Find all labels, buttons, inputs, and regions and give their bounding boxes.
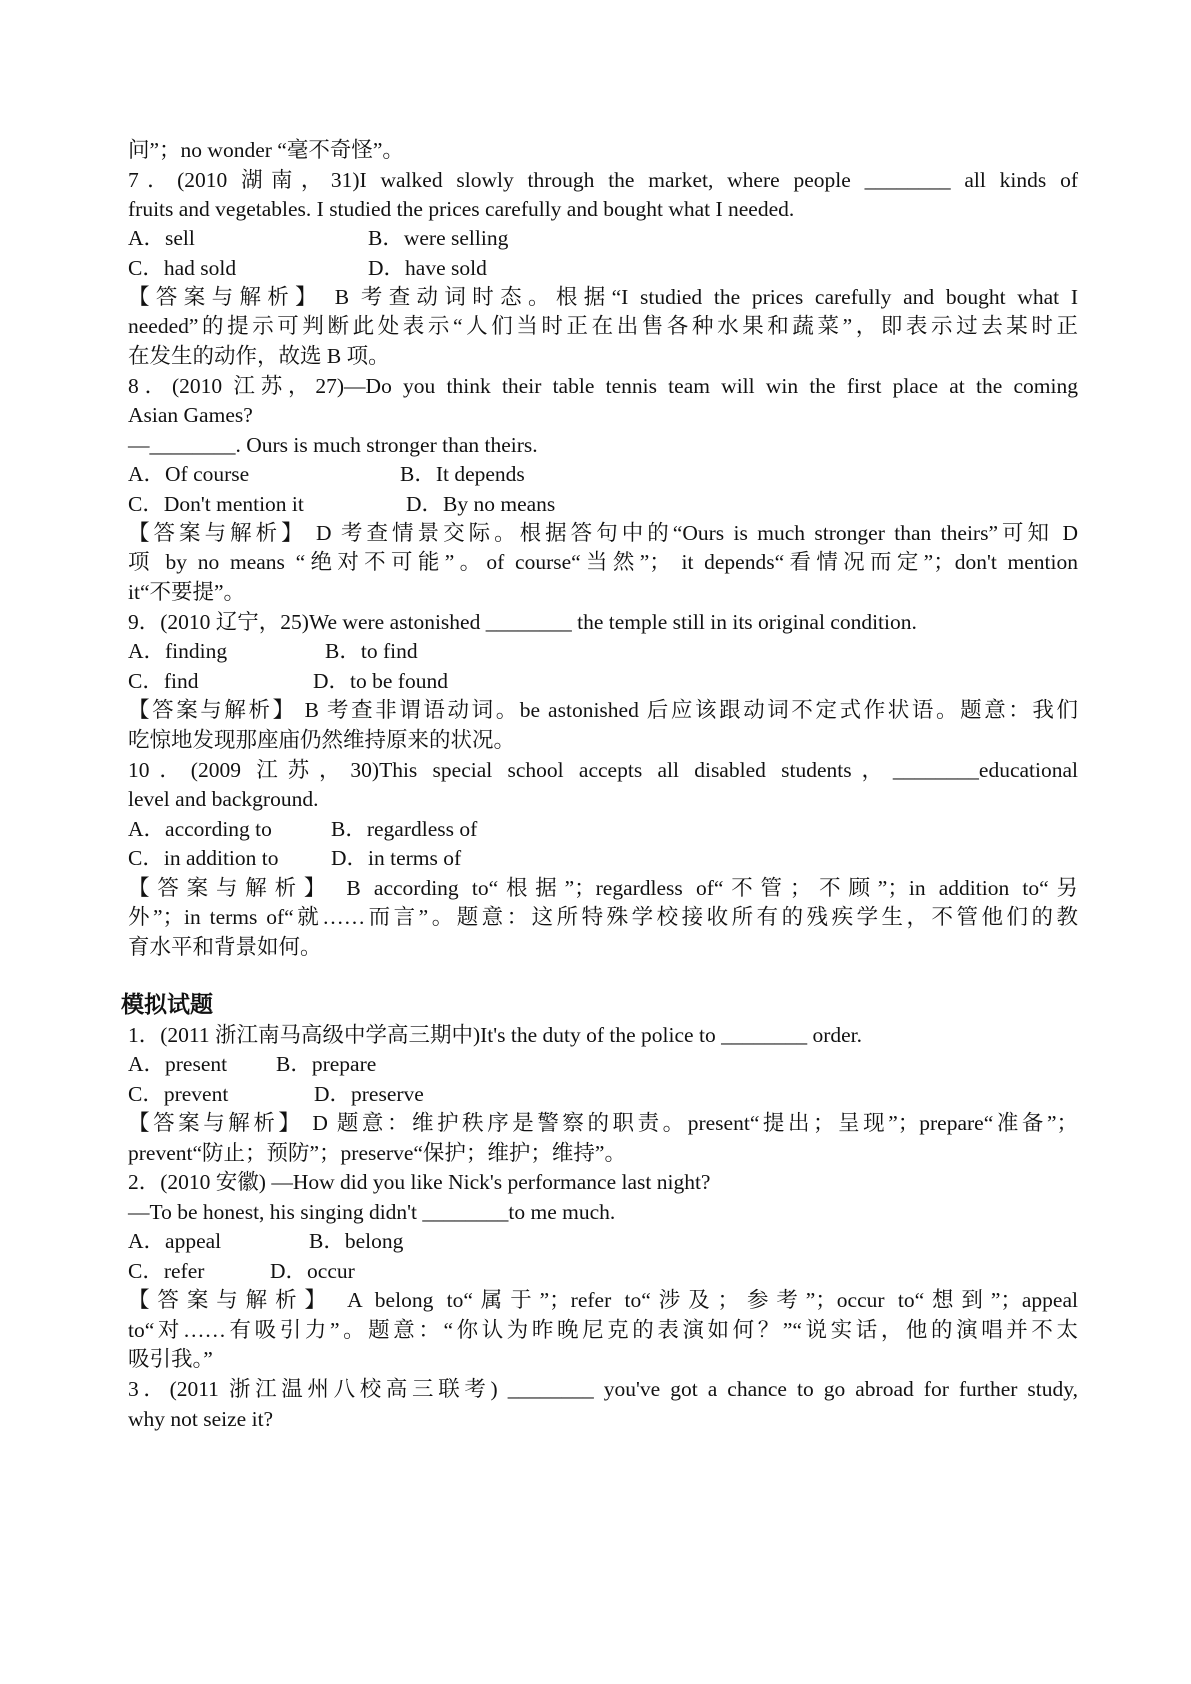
q8-answer-line-2: 项 by no means “绝对不可能”。of course“当然”； it depends“看情况而定”；don't mention [128, 550, 1078, 574]
q9-stem-line-1: 9．(2010 辽宁，25)We were astonished ________ the temple still in its original condition. [128, 610, 917, 634]
q10-stem-line-2: level and background. [128, 787, 319, 811]
q8-option-d: D．By no means [406, 492, 556, 516]
m2-option-a: A．appeal [128, 1229, 222, 1253]
m2-option-c: C．refer [128, 1259, 205, 1283]
q10-option-c: C．in addition to [128, 846, 279, 870]
q9-answer-line-1: 【答案与解析】 B 考查非谓语动词。be astonished 后应该跟动词不定式作状语。题意：我们 [128, 698, 1078, 722]
q9-answer-line-2: 吃惊地发现那座庙仍然维持原来的状况。 [128, 728, 516, 752]
q7-answer-line-1: 【答案与解析】 B 考查动词时态。根据“I studied the prices carefully and bought what I [128, 285, 1078, 309]
m1-answer-line-1: 【答案与解析】 D 题意：维护秩序是警察的职责。present“提出；呈现”；prepare“准备”； [128, 1111, 1078, 1135]
q8-option-b: B．It depends [400, 462, 525, 486]
q10-option-a: A．according to [128, 817, 272, 841]
m2-option-b: B．belong [309, 1229, 404, 1253]
q7-option-d: D．have sold [368, 256, 487, 280]
m2-option-d: D．occur [270, 1259, 355, 1283]
m1-option-d: D．preserve [314, 1082, 424, 1106]
continuation-line: 问”；no wonder “毫不奇怪”。 [128, 138, 404, 162]
q10-answer-line-1: 【答案与解析】 B according to“根据”；regardless of“不管；不顾”；in addition to“另 [128, 876, 1078, 900]
q9-option-a: A．finding [128, 639, 228, 663]
q8-answer-line-1: 【答案与解析】 D 考查情景交际。根据答句中的“Ours is much stronger than theirs”可知 D [128, 521, 1078, 545]
q7-stem-line-1: 7．(2010 湖南，31)I walked slowly through the market, where people ________ all kinds of [128, 168, 1078, 192]
m1-stem-line-1: 1．(2011 浙江南马高级中学高三期中)It's the duty of the police to ________ order. [128, 1023, 862, 1047]
q10-answer-line-3: 育水平和背景如何。 [128, 935, 322, 959]
q9-option-c: C．find [128, 669, 199, 693]
q8-answer-line-3: it“不要提”。 [128, 580, 246, 604]
q9-option-b: B．to find [325, 639, 418, 663]
m2-stem-line-2: —To be honest, his singing didn't ________to me much. [128, 1200, 616, 1224]
m2-answer-line-2: to“对……有吸引力”。题意：“你认为昨晚尼克的表演如何？”“说实话，他的演唱并不太 [128, 1318, 1078, 1342]
m2-answer-line-1: 【答案与解析】 A belong to“属于”；refer to“涉及；参考”；occur to“想到”；appeal [128, 1288, 1078, 1312]
m2-answer-line-3: 吸引我。” [128, 1347, 213, 1371]
q8-stem-line-3: —________. Ours is much stronger than theirs. [128, 433, 538, 457]
q7-option-a: A．sell [128, 226, 195, 250]
m2-stem-line-1: 2．(2010 安徽) —How did you like Nick's performance last night? [128, 1170, 711, 1194]
q10-option-d: D．in terms of [331, 846, 462, 870]
q7-option-b: B．were selling [368, 226, 509, 250]
q10-answer-line-2: 外”；in terms of“就……而言”。题意：这所特殊学校接收所有的残疾学生，不管他们的教 [128, 905, 1078, 929]
m3-stem-line-1: 3．(2011 浙江温州八校高三联考) ________ you've got a chance to go abroad for further study, [128, 1377, 1078, 1401]
m1-option-a: A．present [128, 1052, 228, 1076]
q8-stem-line-2: Asian Games? [128, 403, 253, 427]
q9-option-d: D．to be found [313, 669, 448, 693]
section-heading: 模拟试题 [121, 992, 213, 1018]
m1-option-c: C．prevent [128, 1082, 229, 1106]
q7-option-c: C．had sold [128, 256, 237, 280]
m3-stem-line-2: why not seize it? [128, 1407, 274, 1431]
q10-stem-line-1: 10．(2009 江苏，30)This special school accepts all disabled students，________educational [128, 758, 1078, 782]
q7-stem-line-2: fruits and vegetables. I studied the prices carefully and bought what I needed. [128, 197, 795, 221]
q8-option-a: A．Of course [128, 462, 250, 486]
q10-option-b: B．regardless of [331, 817, 478, 841]
q7-answer-line-3: 在发生的动作，故选 B 项。 [128, 344, 390, 368]
m1-answer-line-2: prevent“防止；预防”；preserve“保护；维护；维持”。 [128, 1141, 626, 1165]
q8-option-c: C．Don't mention it [128, 492, 304, 516]
q7-answer-line-2: needed”的提示可判断此处表示“人们当时正在出售各种水果和蔬菜”，即表示过去某时正 [128, 314, 1078, 338]
m1-option-b: B．prepare [276, 1052, 377, 1076]
q8-stem-line-1: 8．(2010 江苏，27)—Do you think their table tennis team will win the first place at the coming [128, 374, 1078, 398]
